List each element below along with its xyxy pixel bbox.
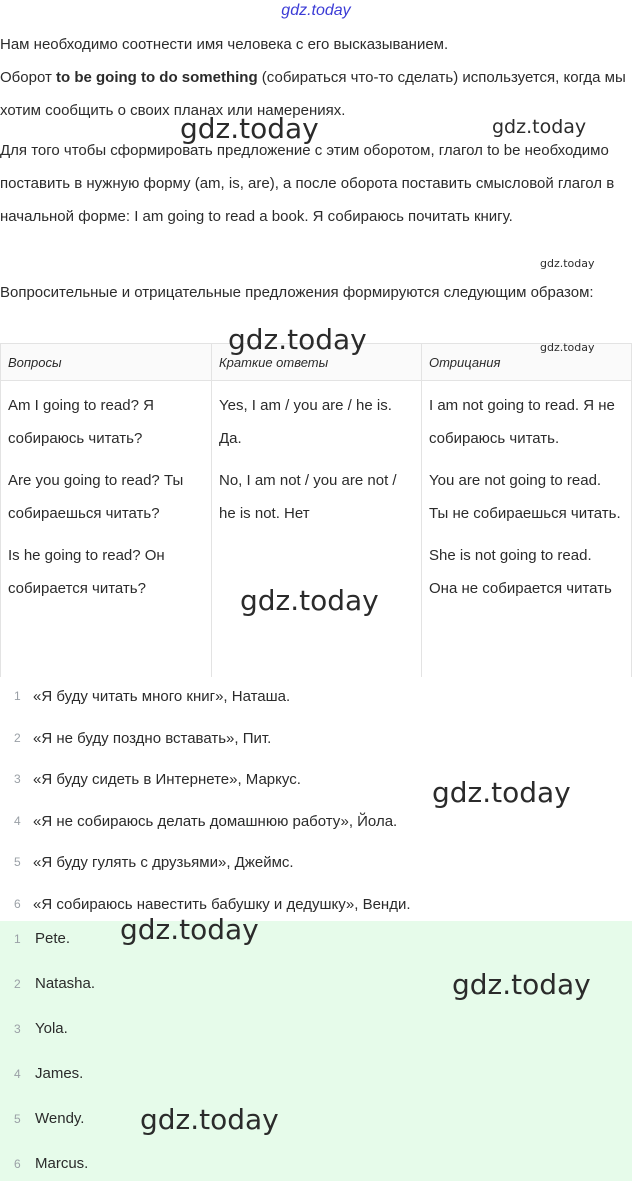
header-negations: Отрицания [422, 344, 632, 381]
header-questions: Вопросы [1, 344, 212, 381]
watermark: gdz.today [228, 323, 367, 356]
answer-text: Yola. [35, 1020, 68, 1037]
item-text: «Я не собираюсь делать домашнюю работу», Йола. [33, 812, 398, 830]
site-logo[interactable]: gdz.today [281, 2, 351, 19]
list-item [0, 842, 632, 884]
watermark: gdz.today [180, 112, 319, 145]
watermark: gdz.today [432, 776, 571, 809]
item-number: 6 [14, 896, 21, 911]
intro-paragraph: Нам необходимо соотнести имя человека с его высказыванием. [0, 36, 449, 53]
negations-cell [422, 381, 632, 678]
forms-paragraph: Вопросительные и отрицательные предложения формируются следующим образом: [0, 284, 594, 301]
list-item [0, 676, 632, 718]
answer-text: Natasha. [35, 975, 96, 992]
watermark: gdz.today [140, 1103, 279, 1136]
answer-list [0, 921, 632, 1191]
rule-text-post: (собираться что-то сделать) используется, когда мы хотим сообщить о своих планах или намерениях. [0, 69, 626, 119]
answer-text: James. [35, 1065, 84, 1082]
item-text: «Я не буду поздно вставать», Пит. [33, 729, 272, 747]
answer-item [0, 1146, 632, 1191]
answer-number: 1 [14, 932, 21, 946]
rule-construction: to be going to do something [56, 69, 258, 86]
item-number: 3 [14, 772, 21, 787]
watermark: gdz.today [240, 584, 379, 617]
question-entry: Are you going to read? Ты собираешься читать? [8, 472, 184, 522]
item-text: «Я собираюсь навестить бабушку и дедушку», Венди. [33, 895, 411, 913]
rule-text-pre: Оборот [0, 69, 56, 86]
questions-cell [1, 381, 212, 678]
watermark: gdz.today [120, 913, 259, 946]
item-text: «Я буду гулять с друзьями», Джеймс. [33, 854, 294, 872]
short-answer-entry: No, I am not / you are not / he is not. Нет [219, 472, 397, 522]
answers-block [0, 921, 632, 1181]
watermark: gdz.today [540, 257, 595, 270]
item-number: 2 [14, 730, 21, 745]
answer-number: 5 [14, 1112, 21, 1126]
item-number: 1 [14, 689, 21, 703]
answer-item [0, 921, 632, 966]
answer-item [0, 1056, 632, 1101]
short-answer-entry: Yes, I am / you are / he is. Да. [219, 397, 392, 447]
list-item [0, 884, 632, 926]
formation-paragraph: Для того чтобы сформировать предложение с этим оборотом, глагол to be необходимо поставить в нужную форму (am, is, are), а после оборота поставить смысловой глагол в начальной форме: I am going to read a book. Я собираюсь почитать книгу. [0, 142, 615, 225]
question-entry: Am I going to read? Я собираюсь читать? [8, 397, 154, 447]
watermark: gdz.today [492, 116, 587, 138]
answer-number: 2 [14, 977, 21, 991]
short-answers-cell [212, 381, 422, 678]
answer-text: Pete. [35, 930, 71, 947]
watermark: gdz.today [540, 341, 595, 354]
negation-entry: She is not going to read. Она не собирается читать [429, 547, 612, 597]
answer-item [0, 1101, 632, 1146]
header-short-answers: Краткие ответы [212, 344, 422, 381]
question-entry: Is he going to read? Он собирается читать? [8, 547, 165, 597]
item-number: 4 [14, 813, 21, 828]
watermark: gdz.today [452, 968, 591, 1001]
negation-entry: You are not going to read. Ты не собираешься читать. [429, 472, 621, 522]
answer-number: 6 [14, 1157, 21, 1171]
list-item [0, 718, 632, 760]
grammar-table [0, 343, 632, 677]
item-number: 5 [14, 855, 21, 870]
negation-entry: I am not going to read. Я не собираюсь читать. [429, 397, 615, 447]
item-text: «Я буду читать много книг», Наташа. [33, 688, 291, 705]
answer-number: 3 [14, 1022, 21, 1036]
answer-number: 4 [14, 1067, 21, 1081]
item-text: «Я буду сидеть в Интернете», Маркус. [33, 771, 301, 789]
answer-text: Marcus. [35, 1155, 89, 1172]
answer-text: Wendy. [35, 1110, 85, 1127]
answer-item [0, 1011, 632, 1056]
